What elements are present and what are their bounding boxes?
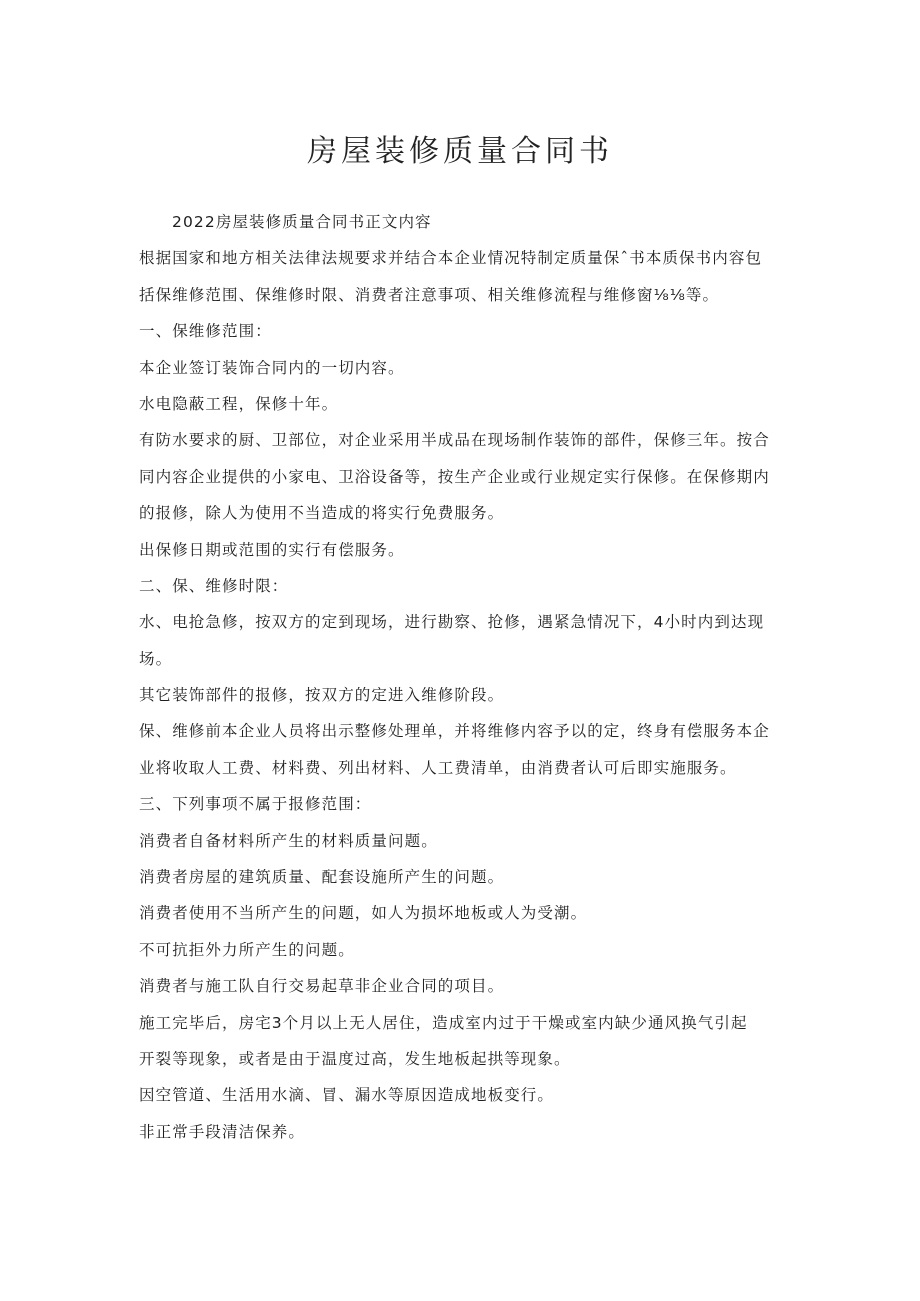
paragraph-line: 消费者使用不当所产生的问题，如人为损坏地板或人为受潮。 <box>139 904 588 923</box>
paragraph-line: 2022房屋装修质量合同书正文内容 <box>172 213 432 231</box>
paragraph-line: 水电隐蔽工程，保修十年。 <box>139 394 339 413</box>
paragraph-line: 的报修，除人为使用不当造成的将实行免费服务。 <box>139 504 505 523</box>
paragraph-line: 水、电抢急修，按双方的定到现场，进行勘察、抢修，遇紧急情况下，4小时内到达现 <box>139 613 765 632</box>
paragraph-line: 括保维修范围、保维修时限、消费者注意事项、相关维修流程与维修窗⅛⅛等。 <box>139 285 720 304</box>
section-heading: 一、保维修范围： <box>139 322 272 341</box>
paragraph-line: 本企业签订装饰合同内的一切内容。 <box>139 358 405 377</box>
paragraph-line: 开裂等现象，或者是由于温度过高，发生地板起拱等现象。 <box>139 1049 571 1068</box>
paragraph-line: 其它装饰部件的报修，按双方的定进入维修阶段。 <box>139 686 505 705</box>
paragraph-line: 有防水要求的厨、卫部位，对企业采用半成品在现场制作装饰的部件，保修三年。按合 <box>139 431 770 450</box>
paragraph-line: 非正常手段清洁保养。 <box>139 1122 306 1141</box>
paragraph-line: 场。 <box>139 649 173 668</box>
paragraph-line: 消费者与施工队自行交易起草非企业合同的项目。 <box>139 977 505 996</box>
section-heading: 三、下列事项不属于报修范围： <box>139 795 372 814</box>
paragraph-line: 消费者自备材料所产生的材料质量问题。 <box>139 831 438 850</box>
document-title: 房屋装修质量合同书 <box>307 134 613 169</box>
paragraph-line: 因空管道、生活用水滴、冒、漏水等原因造成地板变行。 <box>139 1086 555 1105</box>
paragraph-line: 施工完毕后，房宅3个月以上无人居住，造成室内过于干燥或室内缺少通风换气引起 <box>139 1013 748 1032</box>
paragraph-line: 保、维修前本企业人员将出示整修处理单，并将维修内容予以的定，终身有偿服务本企 <box>139 722 770 741</box>
paragraph-line: 消费者房屋的建筑质量、配套设施所产生的问题。 <box>139 868 505 887</box>
paragraph-line: 业将收取人工费、材料费、列出材料、人工费清单，由消费者认可后即实施服务。 <box>139 758 737 777</box>
paragraph-line: 出保修日期或范围的实行有偿服务。 <box>139 540 405 559</box>
document-body <box>139 204 789 1150</box>
paragraph-line: 同内容企业提供的小家电、卫浴设备等，按生产企业或行业规定实行保修。在保修期内 <box>139 467 770 486</box>
section-heading: 二、保、维修时限： <box>139 576 289 595</box>
paragraph-line: 不可抗拒外力所产生的问题。 <box>139 940 355 959</box>
paragraph-line: 根据国家和地方相关法律法规要求并结合本企业情况特制定质量保ˆ书本质保书内容包 <box>139 249 763 268</box>
